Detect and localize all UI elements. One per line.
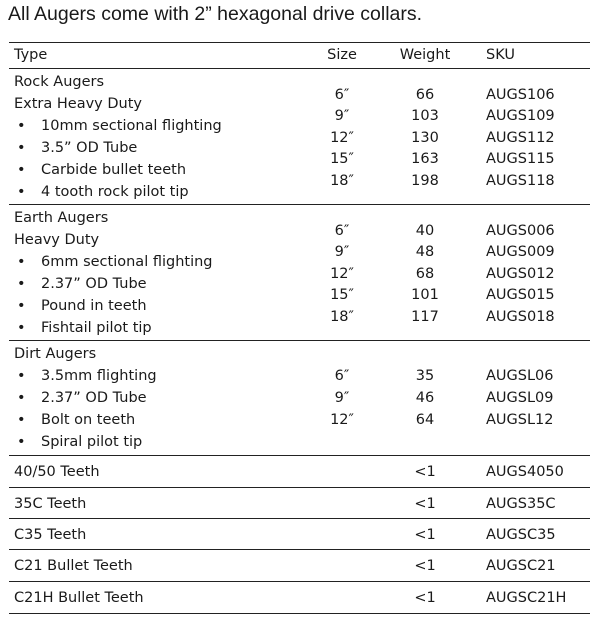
column-header-size: Size — [327, 47, 357, 63]
size-cell: 9″ — [334, 390, 350, 406]
column-header-type: Type — [14, 47, 48, 63]
bullet: • — [17, 118, 26, 134]
sku-cell: AUGSL09 — [486, 390, 554, 406]
weight-cell: <1 — [414, 558, 436, 574]
sku-cell: AUGS006 — [486, 223, 555, 239]
bullet: • — [17, 390, 26, 406]
sku-cell: AUGSC21H — [486, 590, 567, 606]
bullet: • — [17, 162, 26, 178]
weight-cell: 130 — [411, 130, 439, 146]
bullet: • — [17, 254, 26, 270]
group-title: Rock Augers — [14, 74, 105, 90]
table-row — [9, 488, 590, 519]
size-cell: 6″ — [334, 368, 350, 384]
weight-cell: 163 — [411, 151, 439, 167]
weight-cell: 66 — [415, 87, 435, 103]
sku-cell: AUGSL12 — [486, 412, 554, 428]
weight-cell: 117 — [411, 309, 439, 325]
sku-cell: AUGS35C — [486, 496, 556, 512]
weight-cell: 48 — [415, 244, 435, 260]
size-cell: 12″ — [330, 130, 354, 146]
weight-cell: 101 — [411, 287, 439, 303]
size-cell: 18″ — [330, 173, 354, 189]
type-cell: 40/50 Teeth — [14, 464, 100, 480]
group-subtitle: Extra Heavy Duty — [14, 96, 142, 112]
weight-cell: <1 — [414, 590, 436, 606]
table-row — [9, 582, 590, 614]
sku-cell: AUGS109 — [486, 108, 555, 124]
size-cell: 15″ — [330, 151, 354, 167]
weight-cell: 103 — [411, 108, 439, 124]
table-row — [9, 519, 590, 550]
weight-cell: <1 — [414, 496, 436, 512]
table-row — [9, 550, 590, 582]
sku-cell: AUGS018 — [486, 309, 555, 325]
column-header-sku: SKU — [486, 47, 515, 63]
sku-cell: AUGS118 — [486, 173, 555, 189]
weight-cell: 46 — [415, 390, 435, 406]
auger-table — [9, 42, 590, 614]
weight-cell: <1 — [414, 527, 436, 543]
sku-cell: AUGS012 — [486, 266, 555, 282]
table-header — [9, 42, 590, 69]
type-cell: C21 Bullet Teeth — [14, 558, 133, 574]
weight-cell: <1 — [414, 464, 436, 480]
size-cell: 6″ — [334, 87, 350, 103]
sku-cell: AUGSC21 — [486, 558, 556, 574]
group-title: Dirt Augers — [14, 346, 97, 362]
type-cell: C21H Bullet Teeth — [14, 590, 144, 606]
table-row — [9, 456, 590, 488]
sku-cell: AUGS4050 — [486, 464, 564, 480]
bullet: • — [17, 276, 26, 292]
product-group-rock-augers: Rock Augers Extra Heavy Duty • 10mm sectional flighting • 3.5” OD Tube • Carbide bullet teeth • 4 tooth rock pilot tip 6″ 66 AUGS106 9″ 103 AUGS109 12″ 130 AUGS112 15″ 163 AUGS115 18″ 198 AUGS118 — [9, 69, 590, 205]
size-cell: 12″ — [330, 266, 354, 282]
weight-cell: 68 — [415, 266, 435, 282]
type-cell: 35C Teeth — [14, 496, 87, 512]
weight-cell: 40 — [415, 223, 435, 239]
bullet: • — [17, 368, 26, 384]
size-cell: 9″ — [334, 244, 350, 260]
bullet: • — [17, 298, 26, 314]
page-heading: All Augers come with 2” hexagonal drive collars. — [8, 3, 423, 25]
bullet: • — [17, 412, 26, 428]
bullet: • — [17, 434, 26, 450]
sku-cell: AUGS015 — [486, 287, 555, 303]
size-cell: 12″ — [330, 412, 354, 428]
weight-cell: 198 — [411, 173, 439, 189]
sku-cell: AUGS106 — [486, 87, 555, 103]
product-group-earth-augers: Earth Augers Heavy Duty • 6mm sectional flighting • 2.37” OD Tube • Pound in teeth • Fishtail pilot tip 6″ 40 AUGS006 9″ 48 AUGS009 12″ 68 AUGS012 15″ 101 AUGS015 18″ 117 AUGS018 — [9, 205, 590, 341]
sku-cell: AUGS009 — [486, 244, 555, 260]
weight-cell: 64 — [415, 412, 435, 428]
sku-cell: AUGSL06 — [486, 368, 554, 384]
bullet: • — [17, 320, 26, 336]
sku-cell: AUGS115 — [486, 151, 555, 167]
bullet: • — [17, 184, 26, 200]
group-subtitle: Heavy Duty — [14, 232, 100, 248]
bullet: • — [17, 140, 26, 156]
size-cell: 18″ — [330, 309, 354, 325]
size-cell: 6″ — [334, 223, 350, 239]
size-cell: 9″ — [334, 108, 350, 124]
group-title: Earth Augers — [14, 210, 109, 226]
sku-cell: AUGS112 — [486, 130, 555, 146]
column-header-weight: Weight — [399, 47, 451, 63]
product-group-dirt-augers: Dirt Augers • 3.5mm flighting • 2.37” OD Tube • Bolt on teeth • Spiral pilot tip 6″ 35 AUGSL06 9″ 46 AUGSL09 12″ 64 AUGSL12 — [9, 341, 590, 456]
sku-cell: AUGSC35 — [486, 527, 556, 543]
type-cell: C35 Teeth — [14, 527, 87, 543]
size-cell: 15″ — [330, 287, 354, 303]
weight-cell: 35 — [415, 368, 435, 384]
